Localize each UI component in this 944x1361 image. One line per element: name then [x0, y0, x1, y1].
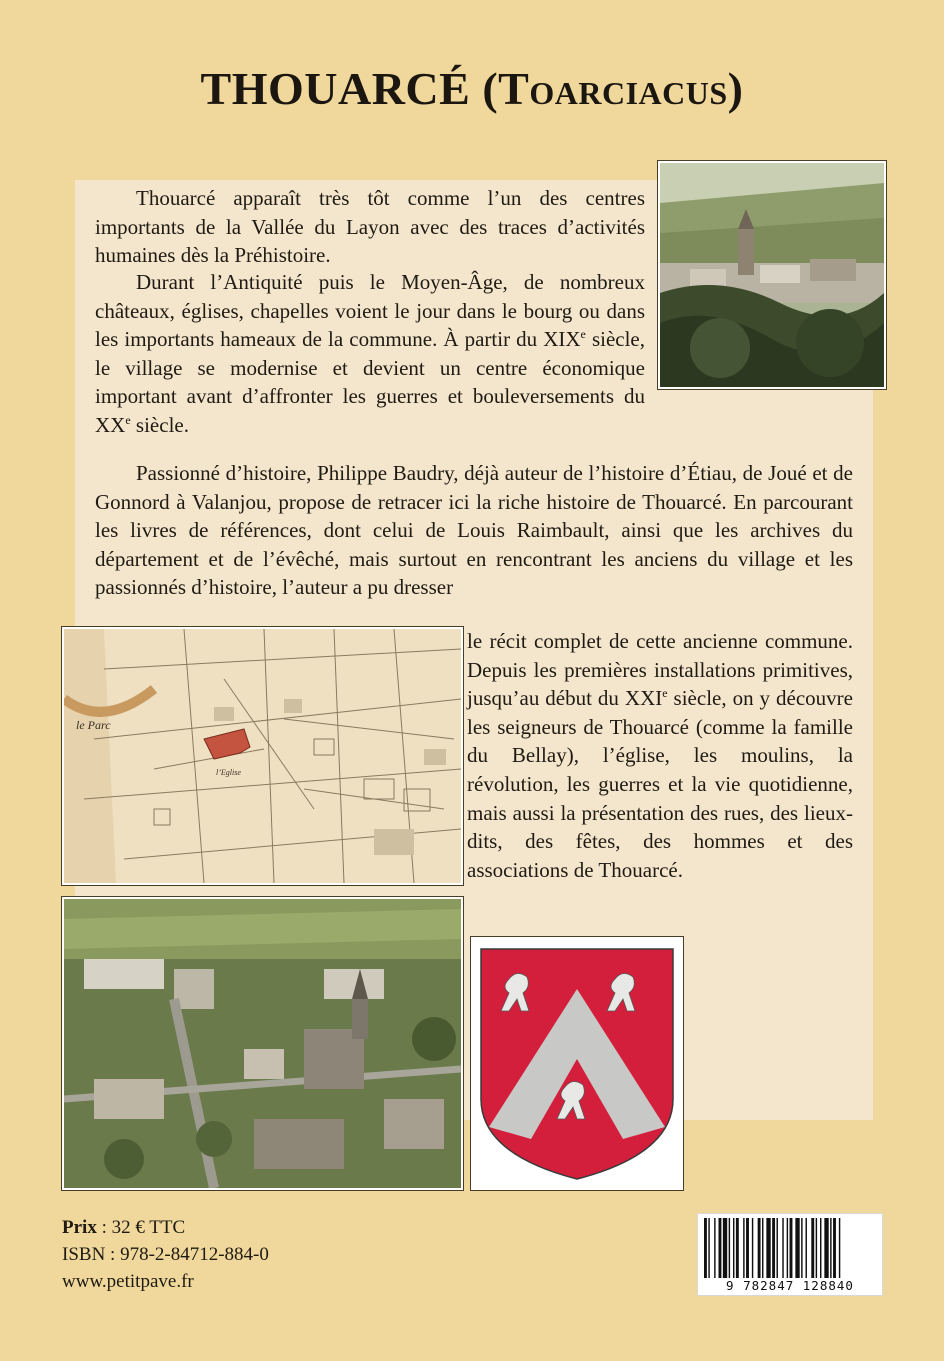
- barcode-bar: [758, 1218, 761, 1278]
- aerial-photo: [62, 897, 463, 1190]
- intro-p2-sup2: e: [125, 412, 131, 427]
- barcode-bar: [811, 1218, 814, 1278]
- barcode-bar: [772, 1218, 775, 1278]
- barcode-bar: [790, 1218, 793, 1278]
- map-label-parc: le Parc: [76, 718, 111, 732]
- price-label: Prix: [62, 1217, 97, 1238]
- barcode-bar: [824, 1218, 828, 1278]
- barcode-bar: [795, 1218, 799, 1278]
- website-link[interactable]: www.petitpave.fr: [62, 1271, 194, 1292]
- body-p4-sup: e: [662, 686, 668, 701]
- isbn-barcode: [697, 1213, 883, 1296]
- barcode-digits: 9 782847 128840: [726, 1278, 854, 1293]
- barcode-bar: [708, 1218, 709, 1278]
- barcode-bar: [801, 1218, 802, 1278]
- body-p4-b: siècle, on y découvre les seigneurs de Thouarcé (comme la famille du Bellay), l’église, les moulins, la révolution, les guerres et la vie quotidienne, mais aussi la présentation des rues, des lieux-dits, des fêtes, des hommes et des associations de Thouarcé.: [467, 686, 853, 882]
- publication-info: [62, 1214, 269, 1295]
- village-photo: [658, 161, 886, 389]
- barcode-bar: [714, 1218, 715, 1278]
- barcode-bar: [777, 1218, 778, 1278]
- body-paragraph-2: [467, 627, 853, 884]
- intro-p2-b: siècle, le village se modernise et devient un centre économique important avant d’affronter les guerres et bouleversements du XX: [95, 327, 645, 437]
- cadastral-map: [62, 627, 463, 885]
- barcode-bar: [729, 1218, 730, 1278]
- title-latin: (Toarciacus): [482, 63, 744, 114]
- isbn-line: ISBN : 978-2-84712-884-0: [62, 1244, 269, 1265]
- barcode-bar: [752, 1218, 753, 1278]
- intro-p2-sup1: e: [580, 327, 586, 342]
- barcode-bar: [787, 1218, 788, 1278]
- intro-paragraph-1: Thouarcé apparaît très tôt comme l’un des centres importants de la Vallée du Layon avec des traces d’activités humaines dès la Préhistoire.: [95, 186, 645, 268]
- barcode-bar: [766, 1218, 770, 1278]
- barcode-bar: [723, 1218, 727, 1278]
- barcode-bar: [839, 1218, 840, 1278]
- barcode-bar: [830, 1218, 831, 1278]
- barcode-bar: [746, 1218, 749, 1278]
- barcode-bar: [806, 1218, 807, 1278]
- intro-p2-c: siècle.: [130, 412, 189, 437]
- price-value: : 32 € TTC: [96, 1217, 186, 1238]
- intro-p2-a: Durant l’Antiquité puis le Moyen-Âge, de nombreux châteaux, églises, chapelles voient le jour dans le bourg ou dans les importants hameaux de la commune. À partir du XIX: [95, 270, 645, 352]
- body-p4-a: le récit complet de cette ancienne commune. Depuis les premières installations primitives, jusqu’au début du XXI: [467, 629, 853, 711]
- barcode-bar: [820, 1218, 821, 1278]
- title-main: THOUARCÉ: [200, 63, 471, 114]
- barcode-bar: [816, 1218, 817, 1278]
- barcode-bar: [733, 1218, 734, 1278]
- barcode-bar: [782, 1218, 783, 1278]
- page-title: [0, 62, 944, 115]
- intro-paragraph-2: [95, 268, 645, 440]
- barcode-bar: [719, 1218, 722, 1278]
- barcode-bar: [833, 1218, 836, 1278]
- price-line: [62, 1214, 269, 1241]
- barcode-bar: [743, 1218, 744, 1278]
- body-paragraph-1: Passionné d’histoire, Philippe Baudry, déjà auteur de l’histoire d’Étiau, de Joué et de Gonnord à Valanjou, propose de retracer ici la riche histoire de Thouarcé. En parcourant les livres de références, dont celui de Louis Raimbault, ainsi que les archives du département et de l’évêché, mais surtout en rencontrant les anciens du village et les passionnés d’histoire, l’auteur a pu dresser: [95, 461, 853, 600]
- barcode-bar: [736, 1218, 739, 1278]
- barcode-bar: [762, 1218, 763, 1278]
- map-label-eglise: l’Eglise: [216, 768, 241, 777]
- coat-of-arms-image: [471, 937, 683, 1190]
- barcode-bar: [704, 1218, 707, 1278]
